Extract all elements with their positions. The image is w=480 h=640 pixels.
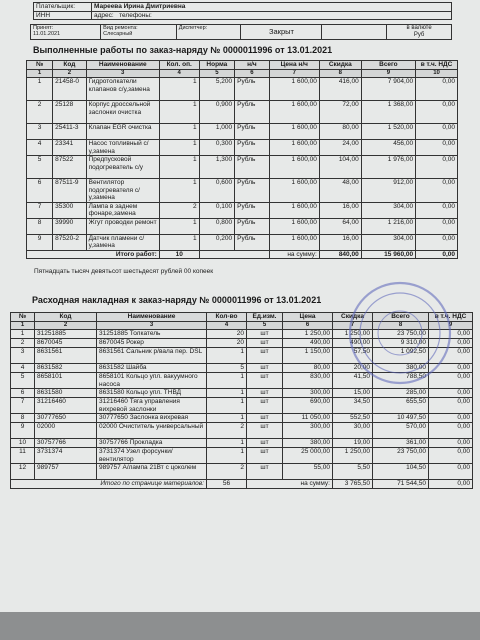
works-cell: 9 bbox=[27, 234, 53, 250]
works-cell: Датчик пламени с/у,замена bbox=[86, 234, 159, 250]
materials-col-discount: Скидка bbox=[333, 313, 373, 322]
works-cell: 1,300 bbox=[199, 156, 235, 179]
materials-cell: 23 750,00 bbox=[373, 330, 429, 339]
works-cell: 1 600,00 bbox=[269, 78, 319, 101]
materials-cell: 0,00 bbox=[429, 389, 473, 398]
materials-total-label: Итого по странице материалов: bbox=[11, 480, 207, 489]
materials-cell: шт bbox=[247, 439, 283, 448]
works-cell: 0,00 bbox=[416, 140, 458, 156]
materials-cell: 31216460 Тяга управления вихревой заслонки bbox=[97, 398, 207, 414]
works-cell: 1 600,00 bbox=[269, 218, 319, 234]
materials-cell: 1 bbox=[207, 398, 247, 414]
materials-cell: 31216460 bbox=[35, 398, 97, 414]
materials-cell: 1 bbox=[11, 330, 35, 339]
inn-label: ИНН bbox=[34, 11, 92, 20]
materials-cell: 8631580 bbox=[35, 389, 97, 398]
materials-cell: 57,50 bbox=[333, 348, 373, 364]
materials-cell: 1 bbox=[207, 414, 247, 423]
materials-cell: 1 bbox=[207, 439, 247, 448]
works-cell: 1 600,00 bbox=[269, 140, 319, 156]
materials-col-name: Наименование bbox=[97, 313, 207, 322]
materials-cell: 30757766 bbox=[35, 439, 97, 448]
works-cell: 6 bbox=[27, 179, 53, 203]
works-cell: 1 bbox=[159, 140, 199, 156]
works-cell: 87511-9 bbox=[53, 179, 86, 203]
materials-cell: 1 250,00 bbox=[283, 330, 333, 339]
order-info-table bbox=[30, 24, 452, 40]
works-row bbox=[27, 156, 458, 179]
works-cell: 23341 bbox=[53, 140, 86, 156]
works-cell: Рубль bbox=[235, 78, 270, 101]
materials-cell: 31251885 Толкатель bbox=[97, 330, 207, 339]
works-cell: 8 bbox=[27, 218, 53, 234]
works-total-vat: 0,00 bbox=[416, 250, 458, 259]
works-row bbox=[27, 101, 458, 124]
works-cell: Корпус дроссельной заслонки очистка bbox=[86, 101, 159, 124]
materials-cell: 15,00 bbox=[333, 389, 373, 398]
works-cell: 1 600,00 bbox=[269, 179, 319, 203]
materials-cell: 9 bbox=[11, 423, 35, 439]
works-total-row bbox=[27, 250, 458, 259]
works-cell: Рубль bbox=[235, 202, 270, 218]
materials-cell: 0,00 bbox=[429, 339, 473, 348]
works-cell: Клапан EGR очистка bbox=[86, 124, 159, 140]
materials-cell: 2 bbox=[207, 423, 247, 439]
works-total-label: Итого работ: bbox=[27, 250, 160, 259]
materials-cell: шт bbox=[247, 348, 283, 364]
materials-row bbox=[11, 414, 473, 423]
works-col-price: Цена н/ч bbox=[269, 61, 319, 70]
works-cell: 304,00 bbox=[361, 234, 415, 250]
works-cell: Рубль bbox=[235, 179, 270, 203]
materials-cell: 12 bbox=[11, 464, 35, 480]
materials-cell: 989757 А/лампа 21Вт с цоколем bbox=[97, 464, 207, 480]
payer-value: Мареева Ирина Дмитриевна bbox=[92, 3, 452, 12]
works-total-discount: 840,00 bbox=[319, 250, 361, 259]
materials-col-vat: в т.ч. НДС bbox=[429, 313, 473, 322]
works-cell: 1 600,00 bbox=[269, 124, 319, 140]
works-total-words: Пятнадцать тысяч девятьсот шестьдесят рублей 00 копеек bbox=[34, 268, 214, 275]
works-row bbox=[27, 179, 458, 203]
materials-cell: 9 310,00 bbox=[373, 339, 429, 348]
works-cell: 1 bbox=[159, 218, 199, 234]
materials-cell: 8670045 bbox=[35, 339, 97, 348]
materials-cell: 0,00 bbox=[429, 448, 473, 464]
materials-cell: 104,50 bbox=[373, 464, 429, 480]
materials-cell: шт bbox=[247, 373, 283, 389]
works-cell: 304,00 bbox=[361, 202, 415, 218]
materials-cell: 0,00 bbox=[429, 464, 473, 480]
materials-cell: 80,00 bbox=[283, 364, 333, 373]
works-cell: 0,00 bbox=[416, 156, 458, 179]
round-stamp-icon bbox=[340, 278, 460, 388]
works-cell: 0,00 bbox=[416, 179, 458, 203]
works-cell: 1 216,00 bbox=[361, 218, 415, 234]
phones-label: телефоны: bbox=[119, 11, 152, 19]
works-col-discount: Скидка bbox=[319, 61, 361, 70]
works-cell: 1 bbox=[159, 124, 199, 140]
works-header-row bbox=[27, 61, 458, 70]
materials-cell: шт bbox=[247, 364, 283, 373]
materials-cell: шт bbox=[247, 339, 283, 348]
repair-type-label: Вид ремонта: bbox=[103, 25, 138, 31]
works-cell: 21458-0 bbox=[53, 78, 86, 101]
materials-cell: 1 092,50 bbox=[373, 348, 429, 364]
works-cell: 1 bbox=[159, 156, 199, 179]
works-cell: 1 600,00 bbox=[269, 234, 319, 250]
materials-cell: 02000 bbox=[35, 423, 97, 439]
works-col-code: Код bbox=[53, 61, 86, 70]
works-row bbox=[27, 78, 458, 101]
works-cell: 0,00 bbox=[416, 101, 458, 124]
works-cell: 1 600,00 bbox=[269, 202, 319, 218]
materials-col-code: Код bbox=[35, 313, 97, 322]
works-row bbox=[27, 202, 458, 218]
works-cell: 0,200 bbox=[199, 234, 235, 250]
materials-cell: 570,00 bbox=[373, 423, 429, 439]
works-col-name: Наименование bbox=[86, 61, 159, 70]
works-cell: Жгут проводки ремонт bbox=[86, 218, 159, 234]
materials-cell: 8631582 bbox=[35, 364, 97, 373]
works-col-hour: н/ч bbox=[235, 61, 270, 70]
materials-cell: 20 bbox=[207, 330, 247, 339]
works-cell: Вентилятор подогревателя с/у,замена bbox=[86, 179, 159, 203]
materials-total-discount: 3 765,50 bbox=[333, 480, 373, 489]
works-cell: 1 bbox=[159, 179, 199, 203]
materials-col-price: Цена bbox=[283, 313, 333, 322]
works-cell: 5 bbox=[27, 156, 53, 179]
works-col-ops: Кол. оп. bbox=[159, 61, 199, 70]
works-cell: 0,100 bbox=[199, 202, 235, 218]
works-cell: 0,600 bbox=[199, 179, 235, 203]
header-table bbox=[33, 2, 452, 20]
works-cell: 25128 bbox=[53, 101, 86, 124]
materials-cell: шт bbox=[247, 414, 283, 423]
materials-cell: 0,00 bbox=[429, 330, 473, 339]
works-cell: 35300 bbox=[53, 202, 86, 218]
works-cell: Рубль bbox=[235, 101, 270, 124]
materials-cell: 0,00 bbox=[429, 439, 473, 448]
materials-cell: 0,00 bbox=[429, 348, 473, 364]
address-label: адрес: bbox=[94, 11, 114, 19]
materials-cell: 8631580 Кольцо упл. ТНВД bbox=[97, 389, 207, 398]
materials-cell: 8631561 Сальник р/вала пер. DSL bbox=[97, 348, 207, 364]
materials-total-row bbox=[11, 480, 473, 489]
works-row bbox=[27, 234, 458, 250]
works-table bbox=[26, 60, 458, 259]
materials-cell: шт bbox=[247, 423, 283, 439]
works-cell: 64,00 bbox=[319, 218, 361, 234]
materials-cell: 23 750,00 bbox=[373, 448, 429, 464]
materials-cell: 55,00 bbox=[283, 464, 333, 480]
materials-cell: 8658101 bbox=[35, 373, 97, 389]
works-cell: 7 bbox=[27, 202, 53, 218]
works-cell: Рубль bbox=[235, 140, 270, 156]
works-cell: 912,00 bbox=[361, 179, 415, 203]
works-cell: 104,00 bbox=[319, 156, 361, 179]
works-cell: 416,00 bbox=[319, 78, 361, 101]
works-cell: Гидротолкатели клапанов с/у,замена bbox=[86, 78, 159, 101]
materials-row bbox=[11, 448, 473, 464]
repair-type-value: Слесарный bbox=[103, 31, 133, 37]
works-row bbox=[27, 124, 458, 140]
materials-cell: 1 bbox=[207, 389, 247, 398]
works-cell: 0,00 bbox=[416, 78, 458, 101]
materials-sum-label: на сумму: bbox=[247, 480, 333, 489]
works-cell: 24,00 bbox=[319, 140, 361, 156]
materials-total-vat: 0,00 bbox=[429, 480, 473, 489]
works-cell: Рубль bbox=[235, 124, 270, 140]
works-cell: 7 904,00 bbox=[361, 78, 415, 101]
materials-title: Расходная накладная к заказ-наряду № 0000011996 от 13.01.2021 bbox=[32, 295, 322, 305]
materials-row bbox=[11, 423, 473, 439]
works-col-vat: в т.ч. НДС bbox=[416, 61, 458, 70]
works-cell: 2 bbox=[159, 202, 199, 218]
materials-col-qty: Кол-во bbox=[207, 313, 247, 322]
works-cell: 1 bbox=[159, 234, 199, 250]
works-cell: 0,300 bbox=[199, 140, 235, 156]
materials-cell: 20,00 bbox=[333, 364, 373, 373]
works-total-sum: 15 960,00 bbox=[361, 250, 415, 259]
materials-cell: 0,00 bbox=[429, 414, 473, 423]
works-cell: 1 520,00 bbox=[361, 124, 415, 140]
works-cell: Насос топливный с/у,замена bbox=[86, 140, 159, 156]
materials-cell: 1 150,00 bbox=[283, 348, 333, 364]
works-col-norm: Норма bbox=[199, 61, 235, 70]
materials-cell: 30,00 bbox=[333, 423, 373, 439]
materials-cell: 788,50 bbox=[373, 373, 429, 389]
materials-cell: 1 bbox=[207, 373, 247, 389]
works-sum-label: на сумму: bbox=[269, 250, 319, 259]
materials-number-row: 1 2 3 4 5 6 7 8 9 bbox=[11, 321, 473, 330]
materials-cell: шт bbox=[247, 464, 283, 480]
materials-cell: 1 250,00 bbox=[333, 330, 373, 339]
works-cell: 1 bbox=[159, 78, 199, 101]
works-cell: 1 600,00 bbox=[269, 101, 319, 124]
materials-cell: 300,00 bbox=[283, 423, 333, 439]
accepted-date: 11.01.2021 bbox=[33, 31, 61, 37]
works-cell: 1 600,00 bbox=[269, 156, 319, 179]
works-cell: 48,00 bbox=[319, 179, 361, 203]
materials-cell: 690,00 bbox=[283, 398, 333, 414]
materials-cell: 8658101 Кольцо упл. вакуумного насоса bbox=[97, 373, 207, 389]
works-cell: 1 368,00 bbox=[361, 101, 415, 124]
works-cell: 3 bbox=[27, 124, 53, 140]
materials-col-no: № bbox=[11, 313, 35, 322]
materials-cell: 2 bbox=[11, 339, 35, 348]
materials-cell: 2 bbox=[207, 464, 247, 480]
materials-cell: 8631582 Шайба bbox=[97, 364, 207, 373]
works-cell: 0,900 bbox=[199, 101, 235, 124]
works-cell: 2 bbox=[27, 101, 53, 124]
materials-total-qty: 56 bbox=[207, 480, 247, 489]
materials-col-total: Всего bbox=[373, 313, 429, 322]
materials-cell: 3 bbox=[11, 348, 35, 364]
works-number-row: 1 2 3 4 5 6 7 8 9 10 bbox=[27, 69, 458, 78]
works-cell: Лампа в заднем фонаре,замена bbox=[86, 202, 159, 218]
materials-cell: 490,00 bbox=[333, 339, 373, 348]
materials-cell: 30757766 Прокладка bbox=[97, 439, 207, 448]
works-cell: 456,00 bbox=[361, 140, 415, 156]
materials-cell: 11 050,00 bbox=[283, 414, 333, 423]
works-row bbox=[27, 218, 458, 234]
materials-cell: 8 bbox=[11, 414, 35, 423]
materials-cell: 7 bbox=[11, 398, 35, 414]
materials-cell: 0,00 bbox=[429, 398, 473, 414]
materials-cell: 5,50 bbox=[333, 464, 373, 480]
works-cell: Рубль bbox=[235, 218, 270, 234]
materials-cell: 1 250,00 bbox=[333, 448, 373, 464]
works-cell: 1 bbox=[159, 101, 199, 124]
works-cell: 16,00 bbox=[319, 234, 361, 250]
materials-row bbox=[11, 389, 473, 398]
materials-row bbox=[11, 398, 473, 414]
works-cell: 80,00 bbox=[319, 124, 361, 140]
works-col-total: Всего bbox=[361, 61, 415, 70]
materials-cell: 25 000,00 bbox=[283, 448, 333, 464]
materials-cell: 5 bbox=[207, 364, 247, 373]
materials-cell: 8670045 Рокер bbox=[97, 339, 207, 348]
materials-col-unit: Ед.изм. bbox=[247, 313, 283, 322]
materials-cell: 11 bbox=[11, 448, 35, 464]
materials-cell: шт bbox=[247, 448, 283, 464]
materials-cell: 1 bbox=[207, 448, 247, 464]
materials-cell: 20 bbox=[207, 339, 247, 348]
works-cell: 72,00 bbox=[319, 101, 361, 124]
materials-cell: 34,50 bbox=[333, 398, 373, 414]
works-row bbox=[27, 140, 458, 156]
materials-cell: 1 bbox=[207, 348, 247, 364]
works-cell: 0,00 bbox=[416, 234, 458, 250]
currency-label: в валюте bbox=[406, 25, 432, 31]
materials-cell: 6 bbox=[11, 389, 35, 398]
payer-label: Плательщик: bbox=[34, 3, 92, 12]
materials-cell: 3731374 Узел форсунки/вентилятор bbox=[97, 448, 207, 464]
materials-cell: 10 497,50 bbox=[373, 414, 429, 423]
materials-cell: 0,00 bbox=[429, 373, 473, 389]
works-cell: 1 976,00 bbox=[361, 156, 415, 179]
dispatcher-label: Диспетчер: bbox=[176, 25, 241, 40]
works-cell: 87520-2 bbox=[53, 234, 86, 250]
materials-cell: шт bbox=[247, 389, 283, 398]
materials-cell: 361,00 bbox=[373, 439, 429, 448]
materials-cell: 4 bbox=[11, 364, 35, 373]
materials-cell: 5 bbox=[11, 373, 35, 389]
materials-cell: 300,00 bbox=[283, 389, 333, 398]
works-total-qty: 10 bbox=[159, 250, 199, 259]
materials-cell: 02000 Очиститель универсальный bbox=[97, 423, 207, 439]
works-cell: 39990 bbox=[53, 218, 86, 234]
materials-cell: 3731374 bbox=[35, 448, 97, 464]
works-col-no: № bbox=[27, 61, 53, 70]
works-cell: 0,800 bbox=[199, 218, 235, 234]
materials-row bbox=[11, 464, 473, 480]
works-cell: 4 bbox=[27, 140, 53, 156]
materials-cell: 31251885 bbox=[35, 330, 97, 339]
materials-cell: шт bbox=[247, 330, 283, 339]
materials-cell: 41,50 bbox=[333, 373, 373, 389]
works-cell: Предпусковой подогреватель с/у bbox=[86, 156, 159, 179]
materials-cell: 552,50 bbox=[333, 414, 373, 423]
works-cell: 1,000 bbox=[199, 124, 235, 140]
materials-cell: 19,00 bbox=[333, 439, 373, 448]
materials-cell: 8631561 bbox=[35, 348, 97, 364]
works-cell: 1 bbox=[27, 78, 53, 101]
works-cell: 0,00 bbox=[416, 218, 458, 234]
accepted-label: Принят: bbox=[33, 25, 54, 31]
works-cell: 5,200 bbox=[199, 78, 235, 101]
materials-total-sum: 71 544,50 bbox=[373, 480, 429, 489]
materials-cell: 490,00 bbox=[283, 339, 333, 348]
materials-cell: 0,00 bbox=[429, 423, 473, 439]
order-status: Закрыт bbox=[241, 25, 322, 40]
materials-cell: 285,00 bbox=[373, 389, 429, 398]
materials-cell: 380,00 bbox=[373, 364, 429, 373]
materials-cell: 10 bbox=[11, 439, 35, 448]
materials-cell: 30777650 bbox=[35, 414, 97, 423]
works-cell: 87522 bbox=[53, 156, 86, 179]
works-cell: 16,00 bbox=[319, 202, 361, 218]
materials-cell: 380,00 bbox=[283, 439, 333, 448]
works-cell: 0,00 bbox=[416, 124, 458, 140]
materials-cell: 30777650 Заслонка вихревая bbox=[97, 414, 207, 423]
works-cell: Рубль bbox=[235, 156, 270, 179]
materials-cell: 0,00 bbox=[429, 364, 473, 373]
works-cell: Рубль bbox=[235, 234, 270, 250]
works-title: Выполненные работы по заказ-наряду № 0000011996 от 13.01.2021 bbox=[33, 45, 333, 55]
materials-cell: 655,50 bbox=[373, 398, 429, 414]
works-cell: 25411-3 bbox=[53, 124, 86, 140]
works-cell: 0,00 bbox=[416, 202, 458, 218]
currency-value: Руб bbox=[413, 32, 425, 38]
materials-cell: 989757 bbox=[35, 464, 97, 480]
materials-cell: шт bbox=[247, 398, 283, 414]
materials-row bbox=[11, 439, 473, 448]
materials-cell: 830,00 bbox=[283, 373, 333, 389]
